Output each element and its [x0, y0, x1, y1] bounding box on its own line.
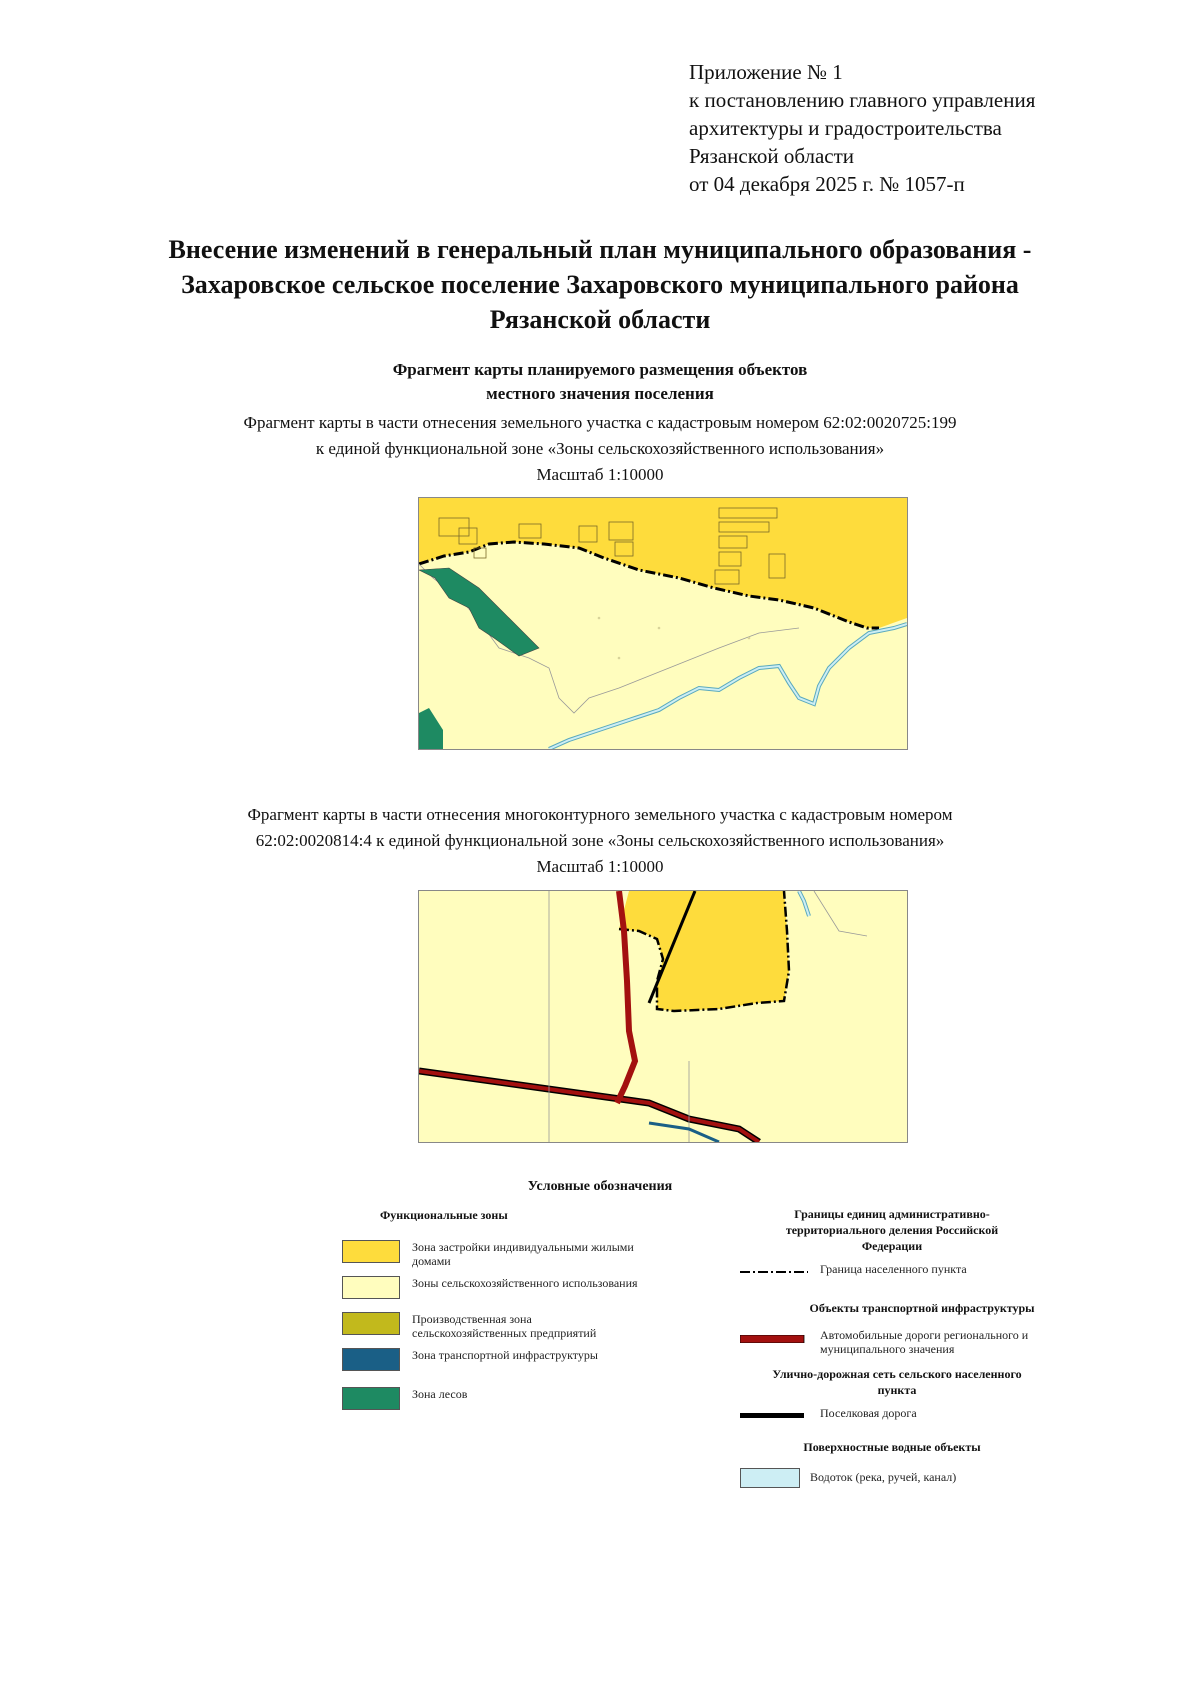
- street-heading: Улично-дорожная сеть сельского населенного пункта: [772, 1367, 1022, 1397]
- legend-label: Граница населенного пункта: [820, 1262, 967, 1276]
- water-heading: Поверхностные водные объекты: [803, 1440, 981, 1454]
- legend-label: Водоток (река, ручей, канал): [810, 1470, 957, 1484]
- zone-swatch: [342, 1387, 400, 1410]
- appendix-line: Приложение № 1: [689, 60, 843, 84]
- map-subtitle: [0, 358, 1200, 406]
- caption-line: Фрагмент карты в части отнесения земельного участка с кадастровым номером 62:02:0020725:199: [243, 413, 957, 432]
- title-line: Захаровское сельское поселение Захаровского муниципального района: [181, 270, 1019, 299]
- appendix-line: архитектуры и градостроительства: [689, 116, 1002, 140]
- caption-line: к единой функциональной зоне «Зоны сельскохозяйственного использования»: [315, 439, 885, 458]
- title-line: Внесение изменений в генеральный план муниципального образования -: [168, 235, 1032, 264]
- map-fragment-1: [418, 497, 908, 750]
- legend-zone-item: [342, 1276, 642, 1299]
- borders-heading: Границы единиц административно-территориального деления Российской Федерации: [785, 1207, 999, 1253]
- subtitle-line: Фрагмент карты планируемого размещения объектов: [392, 360, 808, 379]
- title-line: Рязанской области: [489, 305, 711, 334]
- document-title: [0, 232, 1200, 337]
- appendix-block: [689, 58, 1035, 198]
- zone-swatch: [342, 1276, 400, 1299]
- caption-line: Фрагмент карты в части отнесения многоконтурного земельного участка с кадастровым номером: [247, 805, 953, 824]
- legend-label: Зона транспортной инфраструктуры: [412, 1348, 598, 1362]
- legend-label: Зона лесов: [412, 1387, 468, 1401]
- subtitle-line: местного значения поселения: [486, 384, 714, 403]
- legend-water-item: [740, 1468, 1040, 1488]
- border-line-symbol: [740, 1269, 808, 1275]
- legend-zone-item: [342, 1348, 642, 1371]
- legend-zone-item: [342, 1240, 642, 1268]
- legend-label: Зоны сельскохозяйственного использования: [412, 1276, 638, 1290]
- legend-zone-item: [342, 1387, 642, 1410]
- zones-heading: Функциональные зоны: [380, 1208, 508, 1222]
- zone-swatch: [342, 1312, 400, 1335]
- street-line-symbol: [740, 1413, 808, 1419]
- legend-zone-item: [342, 1312, 642, 1340]
- water-swatch: [740, 1468, 800, 1488]
- legend-label: Зона застройки индивидуальными жилыми домами: [412, 1240, 634, 1268]
- zone-swatch: [342, 1240, 400, 1263]
- road-line-symbol: [740, 1335, 808, 1343]
- legend-label: Производственная зона сельскохозяйственных предприятий: [412, 1312, 597, 1340]
- legend-label: Автомобильные дороги регионального и муниципального значения: [820, 1328, 1029, 1356]
- fragment1-caption: [0, 410, 1200, 488]
- fragment2-caption: [0, 802, 1200, 880]
- legend-title: Условные обозначения: [527, 1179, 673, 1194]
- map-fragment-2: [418, 890, 908, 1143]
- appendix-line: Рязанской области: [689, 144, 855, 168]
- legend-border-item: [740, 1262, 1050, 1276]
- appendix-line: от 04 декабря 2025 г. № 1057-п: [689, 172, 965, 196]
- scale-label: Масштаб 1:10000: [536, 465, 664, 484]
- legend-road-item: [740, 1328, 1050, 1356]
- zone-swatch: [342, 1348, 400, 1371]
- caption-line: 62:02:0020814:4 к единой функциональной зоне «Зоны сельскохозяйственного использования»: [255, 831, 945, 850]
- legend-street-item: [740, 1406, 1050, 1420]
- legend-label: Поселковая дорога: [820, 1406, 917, 1420]
- transport-heading: Объекты транспортной инфраструктуры: [809, 1301, 1035, 1315]
- scale-label: Масштаб 1:10000: [536, 857, 664, 876]
- appendix-line: к постановлению главного управления: [689, 88, 1036, 112]
